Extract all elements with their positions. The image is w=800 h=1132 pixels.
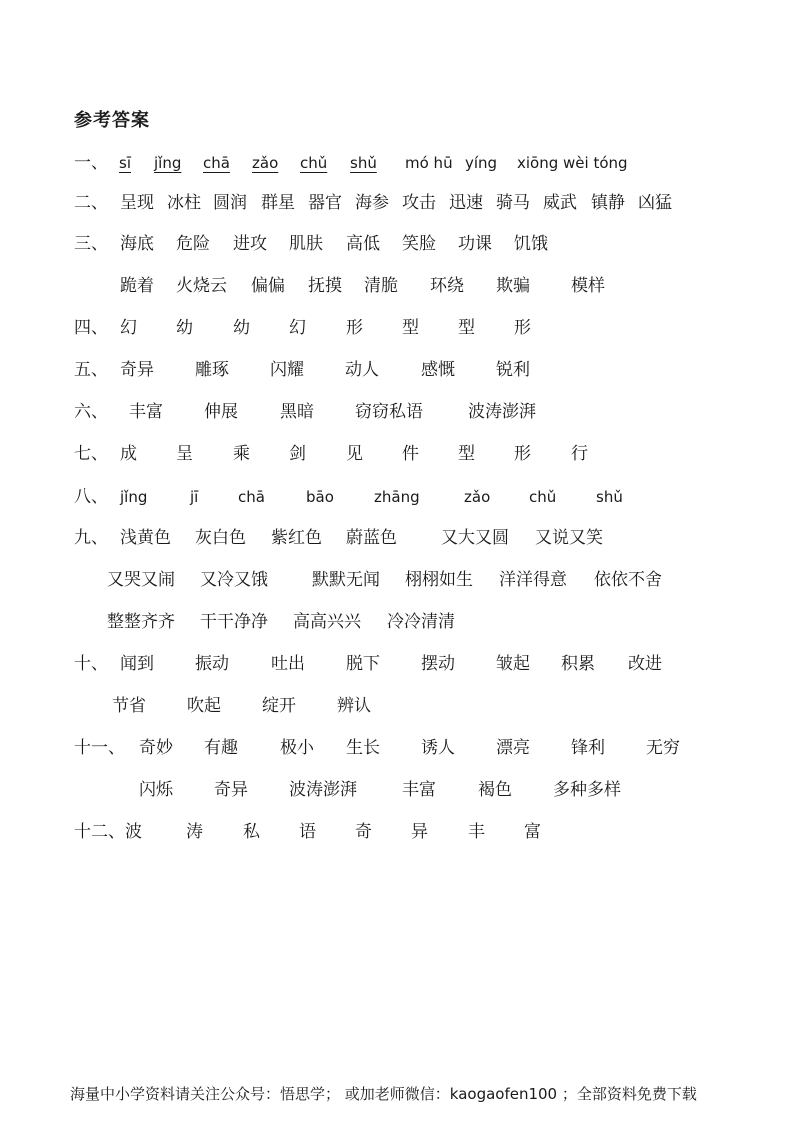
pinyin-answer: zǎo [464, 488, 491, 506]
answer-row-14 [0, 693, 800, 719]
answer-word: 幻 [120, 318, 137, 338]
answer-word: 窃窃私语 [355, 402, 423, 422]
answer-word: 闻到 [120, 654, 154, 674]
answer-word: 成 [120, 444, 137, 464]
answer-row-10 [0, 525, 800, 551]
answer-word: 幻 [289, 318, 306, 338]
pinyin-answer: zhāng [374, 488, 420, 506]
answer-row-7 [0, 399, 800, 425]
answer-word: 波涛澎湃 [468, 402, 536, 422]
answer-word: 语 [299, 822, 316, 842]
answer-word: 镇静 [591, 193, 625, 213]
answer-word: 生长 [346, 738, 380, 758]
answer-word: 冷冷清清 [387, 612, 455, 632]
answer-word: 蔚蓝色 [346, 528, 397, 548]
answer-word: 型 [458, 444, 475, 464]
answer-row-4 [0, 273, 800, 299]
answer-word: 绽开 [262, 696, 296, 716]
answer-word: 笑脸 [402, 234, 436, 254]
answer-word: 涛 [186, 822, 203, 842]
pinyin-answer: chǔ [300, 154, 328, 172]
pinyin-answer: sī [119, 154, 131, 172]
answer-word: 漂亮 [496, 738, 530, 758]
answer-word: 又大又圆 [441, 528, 509, 548]
pinyin-answer: bāo [306, 488, 334, 506]
answer-row-15 [0, 735, 800, 761]
row-label: 四、 [74, 318, 108, 338]
pinyin-answer: zǎo [252, 154, 279, 172]
answer-word: 闪烁 [139, 780, 173, 800]
answer-word: 形 [514, 318, 531, 338]
answer-word: 跪着 [120, 276, 154, 296]
answer-row-6 [0, 357, 800, 383]
answer-word: 洋洋得意 [499, 570, 567, 590]
answer-word: 整整齐齐 [107, 612, 175, 632]
answer-word: 海参 [355, 193, 389, 213]
answer-row-5 [0, 315, 800, 341]
answer-word: 改进 [628, 654, 662, 674]
page-title: 参考答案 [74, 110, 150, 131]
answer-word: 丰 [468, 822, 485, 842]
answer-word: 呈现 [120, 193, 154, 213]
pinyin-answer: shǔ [350, 154, 377, 172]
answer-word: 型 [402, 318, 419, 338]
answer-word: 攻击 [402, 193, 436, 213]
answer-word: 欺骗 [496, 276, 530, 296]
answer-row-11 [0, 567, 800, 593]
answer-word: 闪耀 [270, 360, 304, 380]
answer-word: 振动 [195, 654, 229, 674]
answer-row-1 [0, 150, 800, 176]
answer-word: 乘 [233, 444, 250, 464]
row-label: 十二、波 [74, 822, 142, 842]
answer-word: 积累 [561, 654, 595, 674]
answer-word: 褐色 [478, 780, 512, 800]
answer-word: 凶猛 [638, 193, 672, 213]
answer-word: 浅黄色 [120, 528, 171, 548]
answer-word: 紫红色 [271, 528, 322, 548]
answer-word: 呈 [176, 444, 193, 464]
pinyin-answer: chā [238, 488, 265, 506]
pinyin-answer: mó hū [405, 154, 453, 172]
row-label: 三、 [74, 234, 108, 254]
row-label: 五、 [74, 360, 108, 380]
answer-word: 幼 [176, 318, 193, 338]
answer-word: 栩栩如生 [405, 570, 473, 590]
answer-word: 多种多样 [553, 780, 621, 800]
answer-word: 迅速 [449, 193, 483, 213]
answer-word: 波涛澎湃 [289, 780, 357, 800]
answer-word: 形 [346, 318, 363, 338]
row-label: 七、 [74, 444, 108, 464]
answer-word: 火烧云 [176, 276, 227, 296]
answer-word: 型 [458, 318, 475, 338]
answer-word: 动人 [345, 360, 379, 380]
pinyin-answer: jǐng [120, 488, 148, 506]
row-label: 十、 [74, 654, 108, 674]
footer-notice: 海量中小学资料请关注公众号：悟思学； 或加老师微信：kaogaofen100 ；全部资料免费下载 [70, 1085, 697, 1103]
answer-word: 高低 [346, 234, 380, 254]
answer-word: 剑 [289, 444, 306, 464]
answer-word: 群星 [261, 193, 295, 213]
answer-word: 无穷 [646, 738, 680, 758]
answer-word: 又说又笑 [535, 528, 603, 548]
answer-word: 高高兴兴 [293, 612, 361, 632]
answer-word: 锐利 [496, 360, 530, 380]
answer-word: 吐出 [271, 654, 305, 674]
answer-word: 又冷又饿 [200, 570, 268, 590]
row-label: 十一、 [74, 738, 125, 758]
answer-word: 功课 [458, 234, 492, 254]
answer-word: 件 [402, 444, 419, 464]
answer-word: 奇异 [214, 780, 248, 800]
answer-word: 器官 [308, 193, 342, 213]
answer-word: 奇 [355, 822, 372, 842]
row-label: 九、 [74, 528, 108, 548]
answer-word: 感慨 [421, 360, 455, 380]
answer-word: 黑暗 [280, 402, 314, 422]
answer-word: 行 [571, 444, 588, 464]
answer-word: 清脆 [364, 276, 398, 296]
answer-word: 饥饿 [514, 234, 548, 254]
row-label: 二、 [74, 193, 108, 213]
answer-word: 伸展 [204, 402, 238, 422]
answer-word: 锋利 [571, 738, 605, 758]
answer-word: 诱人 [421, 738, 455, 758]
pinyin-answer: jǐng [154, 154, 182, 172]
answer-word: 默默无闻 [312, 570, 380, 590]
answer-word: 幼 [233, 318, 250, 338]
answer-word: 圆润 [213, 193, 247, 213]
answer-word: 环绕 [430, 276, 464, 296]
answer-word: 异 [411, 822, 428, 842]
pinyin-answer: jī [190, 488, 199, 506]
pinyin-answer: chā [203, 154, 230, 172]
answer-word: 肌肤 [289, 234, 323, 254]
answer-word: 私 [243, 822, 260, 842]
answer-word: 雕琢 [195, 360, 229, 380]
answer-row-3 [0, 231, 800, 257]
answer-row-13 [0, 651, 800, 677]
answer-word: 辨认 [337, 696, 371, 716]
answer-word: 偏偏 [251, 276, 285, 296]
answer-row-17 [0, 819, 800, 845]
answer-word: 又哭又闹 [107, 570, 175, 590]
answer-word: 有趣 [204, 738, 238, 758]
answer-word: 吹起 [187, 696, 221, 716]
pinyin-answer: xiōng wèi tóng [517, 154, 628, 172]
answer-row-2 [0, 190, 800, 216]
answer-row-9 [0, 484, 800, 510]
answer-word: 丰富 [129, 402, 163, 422]
answer-word: 依依不舍 [594, 570, 662, 590]
answer-row-16 [0, 777, 800, 803]
pinyin-answer: shǔ [596, 488, 623, 506]
answer-word: 极小 [280, 738, 314, 758]
pinyin-answer: chǔ [529, 488, 557, 506]
answer-word: 骑马 [496, 193, 530, 213]
answer-word: 奇妙 [139, 738, 173, 758]
answer-word: 皱起 [496, 654, 530, 674]
answer-word: 威武 [543, 193, 577, 213]
answer-word: 丰富 [402, 780, 436, 800]
answer-word: 节省 [112, 696, 146, 716]
answer-word: 海底 [120, 234, 154, 254]
row-label: 六、 [74, 402, 108, 422]
answer-word: 灰白色 [195, 528, 246, 548]
answer-word: 见 [346, 444, 363, 464]
answer-word: 危险 [176, 234, 210, 254]
answer-word: 脱下 [346, 654, 380, 674]
answer-word: 富 [524, 822, 541, 842]
answer-word: 摆动 [421, 654, 455, 674]
answer-word: 干干净净 [200, 612, 268, 632]
answer-row-8 [0, 441, 800, 467]
answer-word: 进攻 [233, 234, 267, 254]
answer-word: 冰柱 [167, 193, 201, 213]
row-label: 八、 [74, 487, 108, 507]
answer-word: 抚摸 [308, 276, 342, 296]
answer-word: 奇异 [120, 360, 154, 380]
answer-row-12 [0, 609, 800, 635]
row-label: 一、 [74, 153, 108, 173]
pinyin-answer: yíng [465, 154, 498, 172]
answer-word: 模样 [571, 276, 605, 296]
answer-word: 形 [514, 444, 531, 464]
